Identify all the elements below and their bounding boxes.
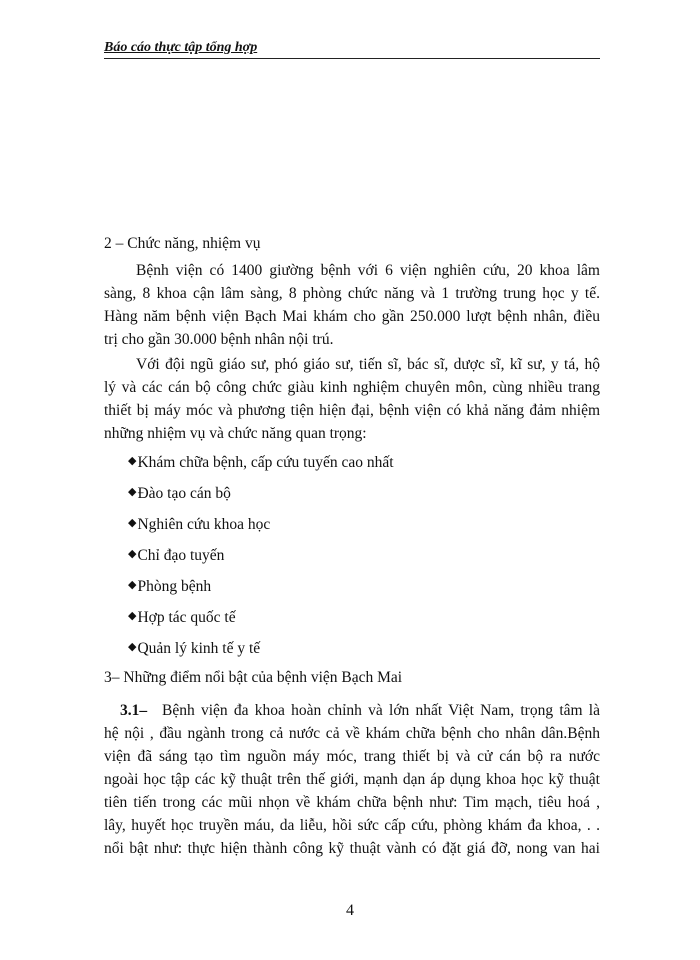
section-2-para-1-line-2: sàng, 8 khoa cận lâm sàng, 8 phòng chức năng và 1 trường trung học y tế. — [104, 285, 600, 302]
section-3-line-2: hệ nội , đầu ngành trong cả nước cả về khám chữa bệnh cho nhân dân.Bệnh — [104, 725, 600, 742]
bullet-item — [128, 482, 231, 504]
bullet-item — [128, 513, 270, 535]
bullet-item-text: Đào tạo cán bộ — [137, 485, 231, 502]
section-2-para-2-line-1: Với đội ngũ giáo sư, phó giáo sư, tiến sĩ, bác sĩ, dược sĩ, kĩ sư, y tá, hộ — [136, 356, 600, 373]
diamond-bullet-icon: ◆ — [128, 486, 137, 498]
diamond-bullet-icon: ◆ — [128, 610, 137, 622]
bullet-item — [128, 606, 236, 628]
bullet-item-text: Phòng bệnh — [137, 578, 212, 595]
header-rule — [104, 58, 600, 59]
section-2-para-1-line-1: Bệnh viện có 1400 giường bệnh với 6 viện nghiên cứu, 20 khoa lâm — [136, 262, 600, 279]
bullet-item-text: Hợp tác quốc tế — [137, 609, 236, 626]
section-3-heading: 3– Những điểm nổi bật của bệnh viện Bạch Mai — [104, 669, 403, 686]
running-header-title: Báo cáo thực tập tổng hợp — [104, 40, 258, 55]
section-3-line-6: lây, huyết học truyền máu, da liễu, hồi sức cấp cứu, phòng khám đa khoa, . . — [104, 817, 600, 834]
diamond-bullet-icon: ◆ — [128, 641, 137, 653]
diamond-bullet-icon: ◆ — [128, 579, 137, 591]
section-3-line-3: viện đã sáng tạo tìm nguồn máy móc, trang thiết bị và cử cán bộ ra nước — [104, 748, 600, 765]
diamond-bullet-icon: ◆ — [128, 548, 137, 560]
section-2-para-1-line-4: trị cho gần 30.000 bệnh nhân nội trú. — [104, 331, 334, 348]
diamond-bullet-icon: ◆ — [128, 455, 137, 467]
page-number: 4 — [346, 902, 354, 919]
diamond-bullet-icon: ◆ — [128, 517, 137, 529]
bullet-item — [128, 575, 211, 597]
section-3-line-5: tiên tiến trong các mũi nhọn về khám chữa bệnh như: Tim mạch, tiêu hoá , — [104, 794, 600, 811]
subsection-3-1-label: 3.1– — [120, 702, 148, 719]
section-3-line-1: Bệnh viện đa khoa hoàn chỉnh và lớn nhất Việt Nam, trọng tâm là — [162, 702, 600, 719]
section-2-para-2-line-4: những nhiệm vụ và chức năng quan trọng: — [104, 425, 367, 442]
section-2-para-2-line-3: thiết bị máy móc và phương tiện hiện đại, bệnh viện có khả năng đảm nhiệm — [104, 402, 600, 419]
section-2-heading: 2 – Chức năng, nhiệm vụ — [104, 235, 261, 252]
section-2-para-1-line-3: Hàng năm bệnh viện Bạch Mai khám cho gần 250.000 lượt bệnh nhân, điều — [104, 308, 600, 325]
bullet-item — [128, 544, 224, 566]
section-3-line-7: nổi bật như: thực hiện thành công kỹ thuật vành có đặt giá đỡ, nong van hai — [104, 840, 600, 857]
bullet-item — [128, 451, 394, 473]
bullet-item-text: Quản lý kinh tế y tế — [137, 640, 261, 657]
bullet-item-text: Khám chữa bệnh, cấp cứu tuyến cao nhất — [137, 454, 394, 471]
bullet-item-text: Chỉ đạo tuyến — [137, 547, 225, 564]
bullet-item-text: Nghiên cứu khoa học — [137, 516, 271, 533]
section-2-para-2-line-2: lý và các cán bộ công chức giàu kinh nghiệm chuyên môn, cùng nhiều trang — [104, 379, 600, 396]
bullet-item — [128, 637, 260, 659]
section-3-line-4: ngoài học tập các kỹ thuật trên thế giới, mạnh dạn áp dụng khoa học kỹ thuật — [104, 771, 600, 788]
